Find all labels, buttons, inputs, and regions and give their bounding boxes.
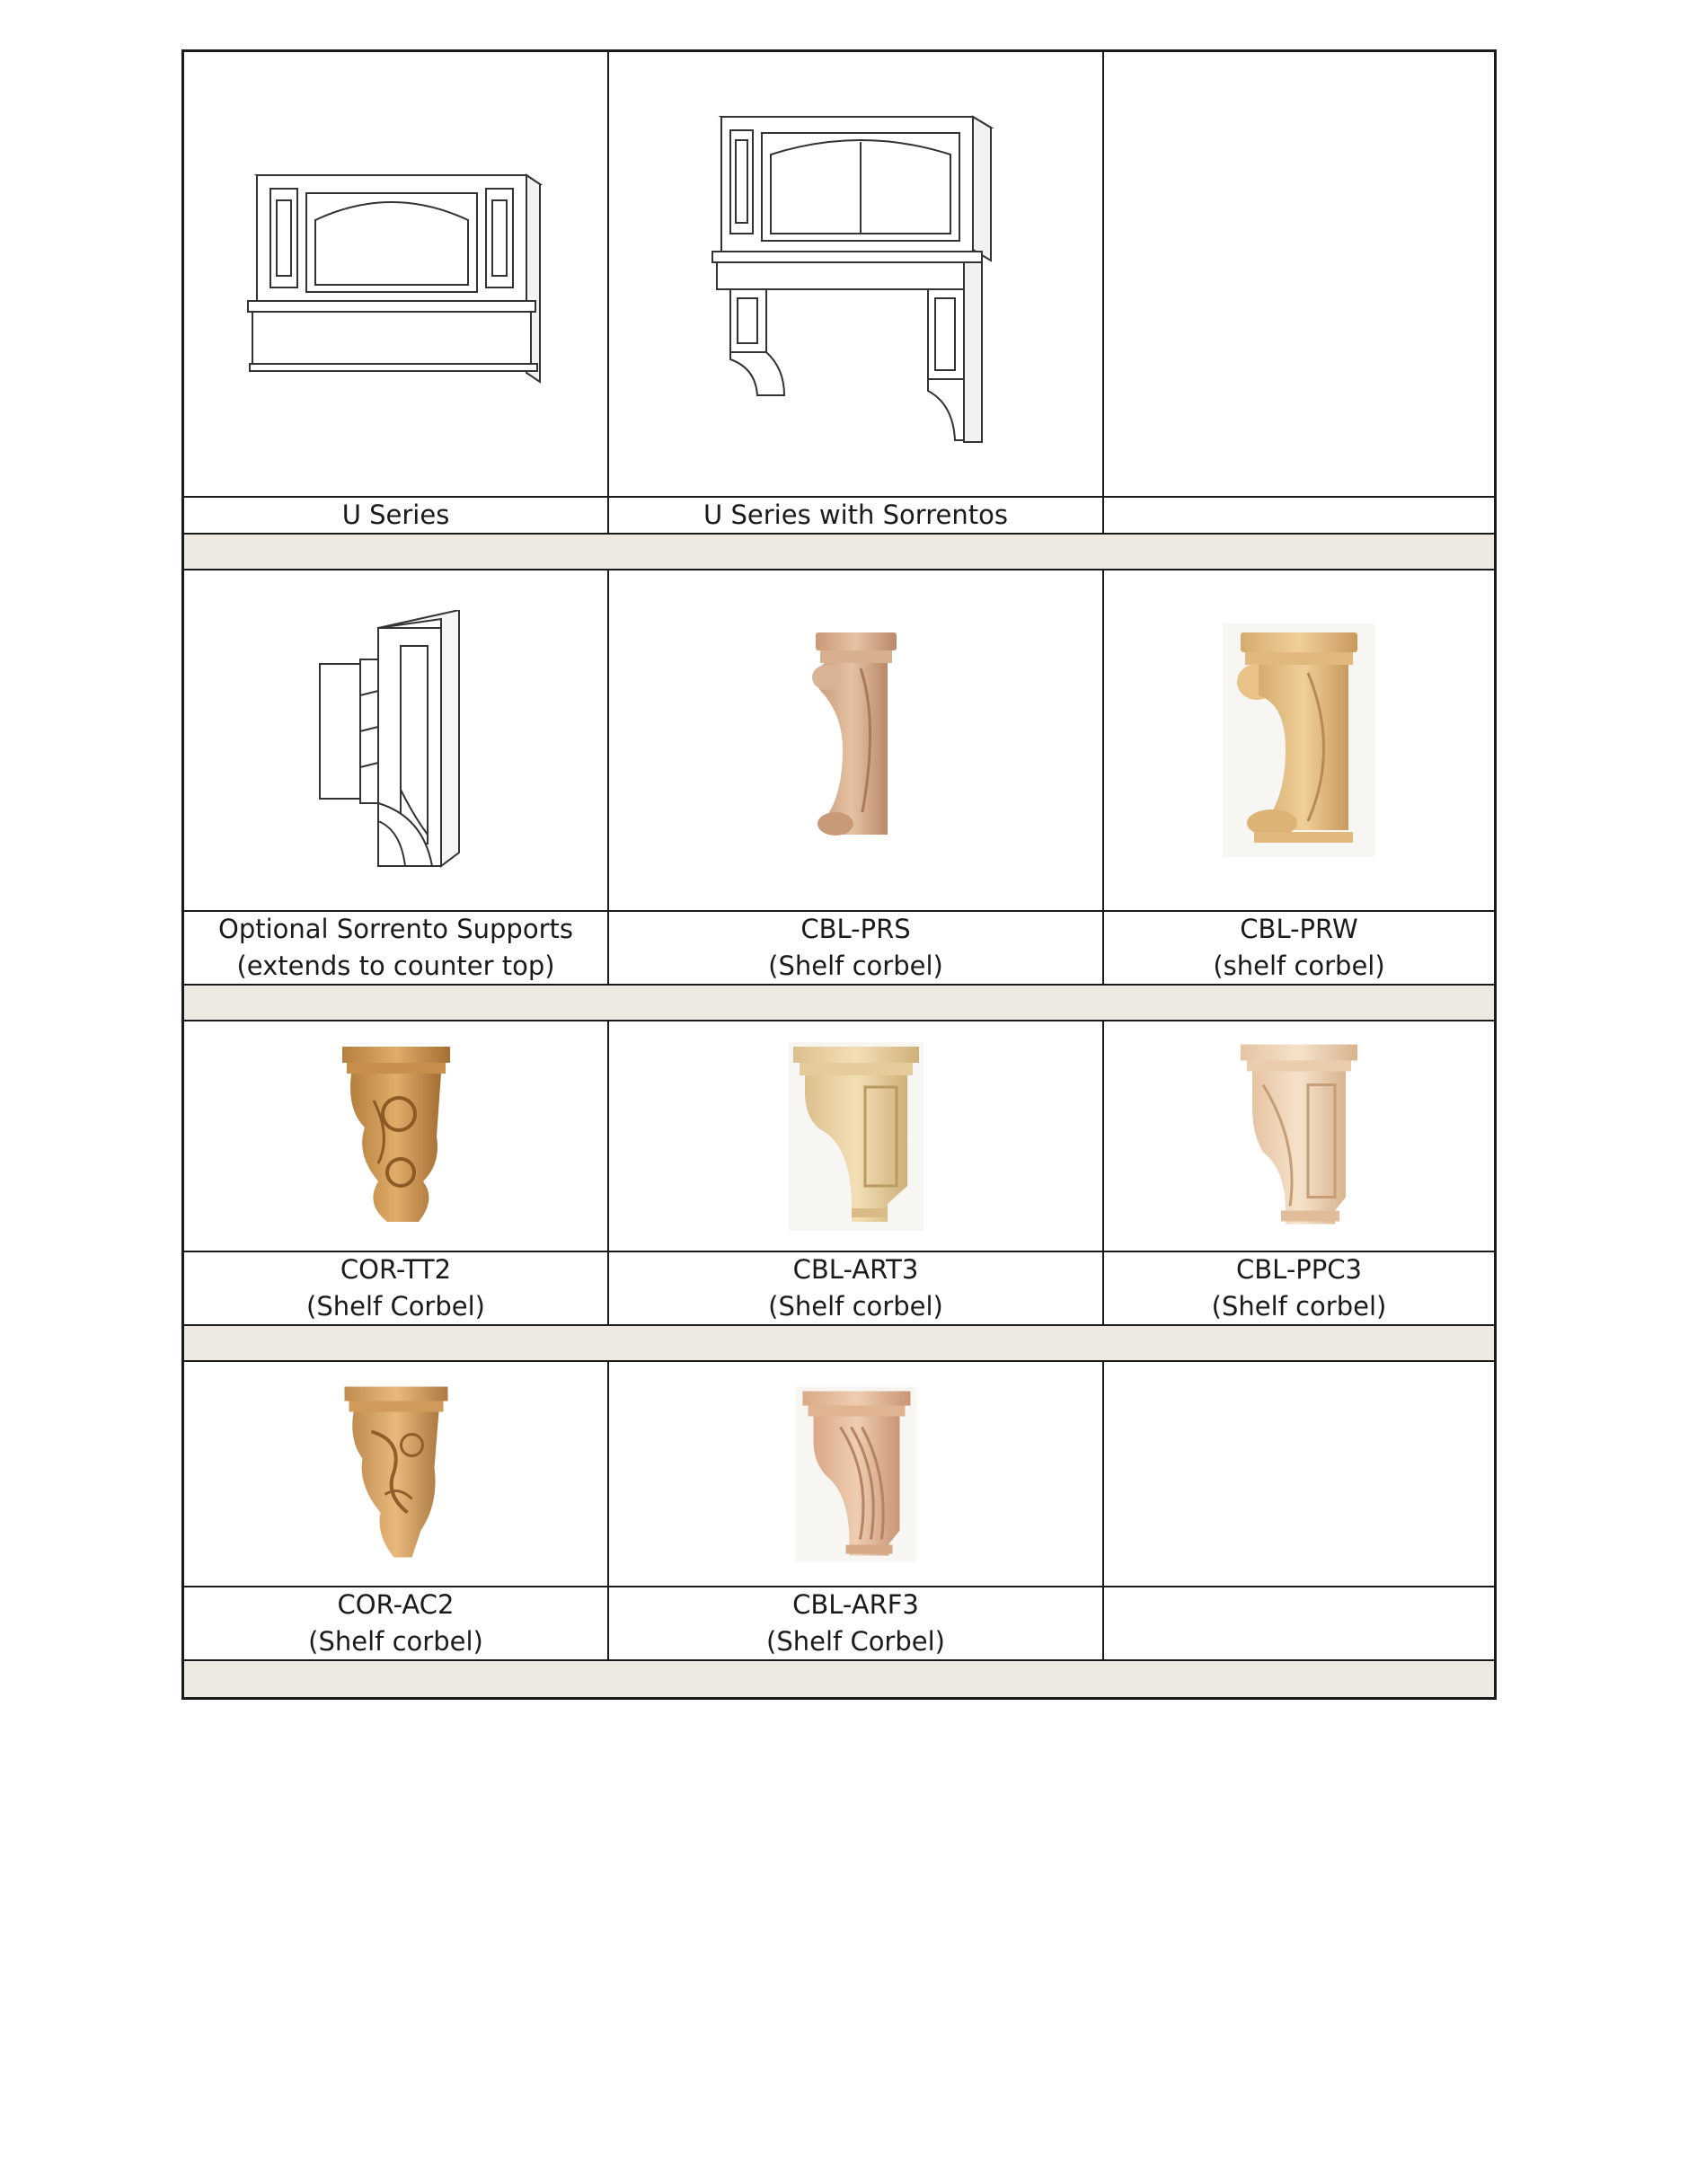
separator-row	[184, 1326, 1494, 1362]
image-cell-cor-ac2	[184, 1362, 609, 1586]
product-type: (Shelf Corbel)	[306, 1291, 485, 1322]
label-row-2	[184, 912, 1494, 986]
product-type: (Shelf Corbel)	[766, 1626, 945, 1657]
image-row-3	[184, 1021, 1494, 1252]
image-cell-cbl-art3	[609, 1021, 1104, 1251]
product-note: (extends to counter top)	[236, 951, 555, 981]
image-cell-u-series	[184, 52, 609, 496]
u-series-sorrento-hood-drawing	[703, 99, 1009, 449]
cor-ac2-corbel-image	[340, 1386, 452, 1561]
label-cell	[1104, 912, 1494, 984]
label-cell	[184, 1252, 609, 1324]
label-row-3	[184, 1252, 1494, 1326]
label-cell-empty	[1104, 498, 1494, 533]
label-cell	[184, 1587, 609, 1659]
image-cell-sorrento-supports	[184, 570, 609, 910]
label-cell	[184, 498, 609, 533]
image-cell-cbl-prw	[1104, 570, 1494, 910]
product-type: (Shelf corbel)	[1211, 1291, 1387, 1322]
cbl-arf3-corbel-image	[795, 1386, 916, 1561]
product-type: (Shelf corbel)	[308, 1626, 483, 1657]
product-type: (Shelf corbel)	[768, 1291, 943, 1322]
image-cell-cbl-prs	[609, 570, 1104, 910]
product-code: CBL-PRS	[800, 914, 911, 944]
product-name: U Series	[341, 500, 450, 530]
image-cell-empty-1	[1104, 52, 1494, 496]
label-row-4	[184, 1587, 1494, 1661]
separator-row	[184, 986, 1494, 1021]
label-row-1	[184, 498, 1494, 535]
image-cell-u-series-sorrentos	[609, 52, 1104, 496]
label-cell	[1104, 1252, 1494, 1324]
image-row-4	[184, 1362, 1494, 1587]
cor-tt2-corbel-image	[338, 1047, 455, 1226]
image-cell-cor-tt2	[184, 1021, 609, 1251]
product-code: CBL-PRW	[1240, 914, 1358, 944]
product-name: U Series with Sorrentos	[703, 500, 1008, 530]
separator-row	[184, 535, 1494, 570]
sorrento-support-drawing	[315, 610, 477, 871]
label-cell-empty	[1104, 1587, 1494, 1659]
cbl-prw-corbel-image	[1223, 623, 1375, 857]
cbl-prs-corbel-image	[807, 632, 906, 848]
image-cell-empty-2	[1104, 1362, 1494, 1586]
cbl-ppc3-corbel-image	[1236, 1044, 1362, 1228]
product-catalog-table	[181, 49, 1497, 1700]
label-cell	[609, 912, 1104, 984]
u-series-hood-drawing	[239, 157, 553, 391]
image-cell-cbl-ppc3	[1104, 1021, 1494, 1251]
label-cell	[609, 1587, 1104, 1659]
product-code: CBL-ARF3	[792, 1589, 919, 1620]
label-cell	[184, 912, 609, 984]
product-type: (shelf corbel)	[1213, 951, 1385, 981]
cbl-art3-corbel-image	[789, 1042, 924, 1231]
image-row-1	[184, 52, 1494, 498]
image-cell-cbl-arf3	[609, 1362, 1104, 1586]
image-row-2	[184, 570, 1494, 912]
product-name: Optional Sorrento Supports	[218, 914, 573, 944]
product-code: CBL-PPC3	[1236, 1254, 1362, 1285]
product-code: COR-AC2	[337, 1589, 455, 1620]
label-cell	[609, 498, 1104, 533]
product-code: CBL-ART3	[792, 1254, 919, 1285]
product-code: COR-TT2	[340, 1254, 452, 1285]
label-cell	[609, 1252, 1104, 1324]
separator-row	[184, 1661, 1494, 1697]
product-type: (Shelf corbel)	[768, 951, 943, 981]
